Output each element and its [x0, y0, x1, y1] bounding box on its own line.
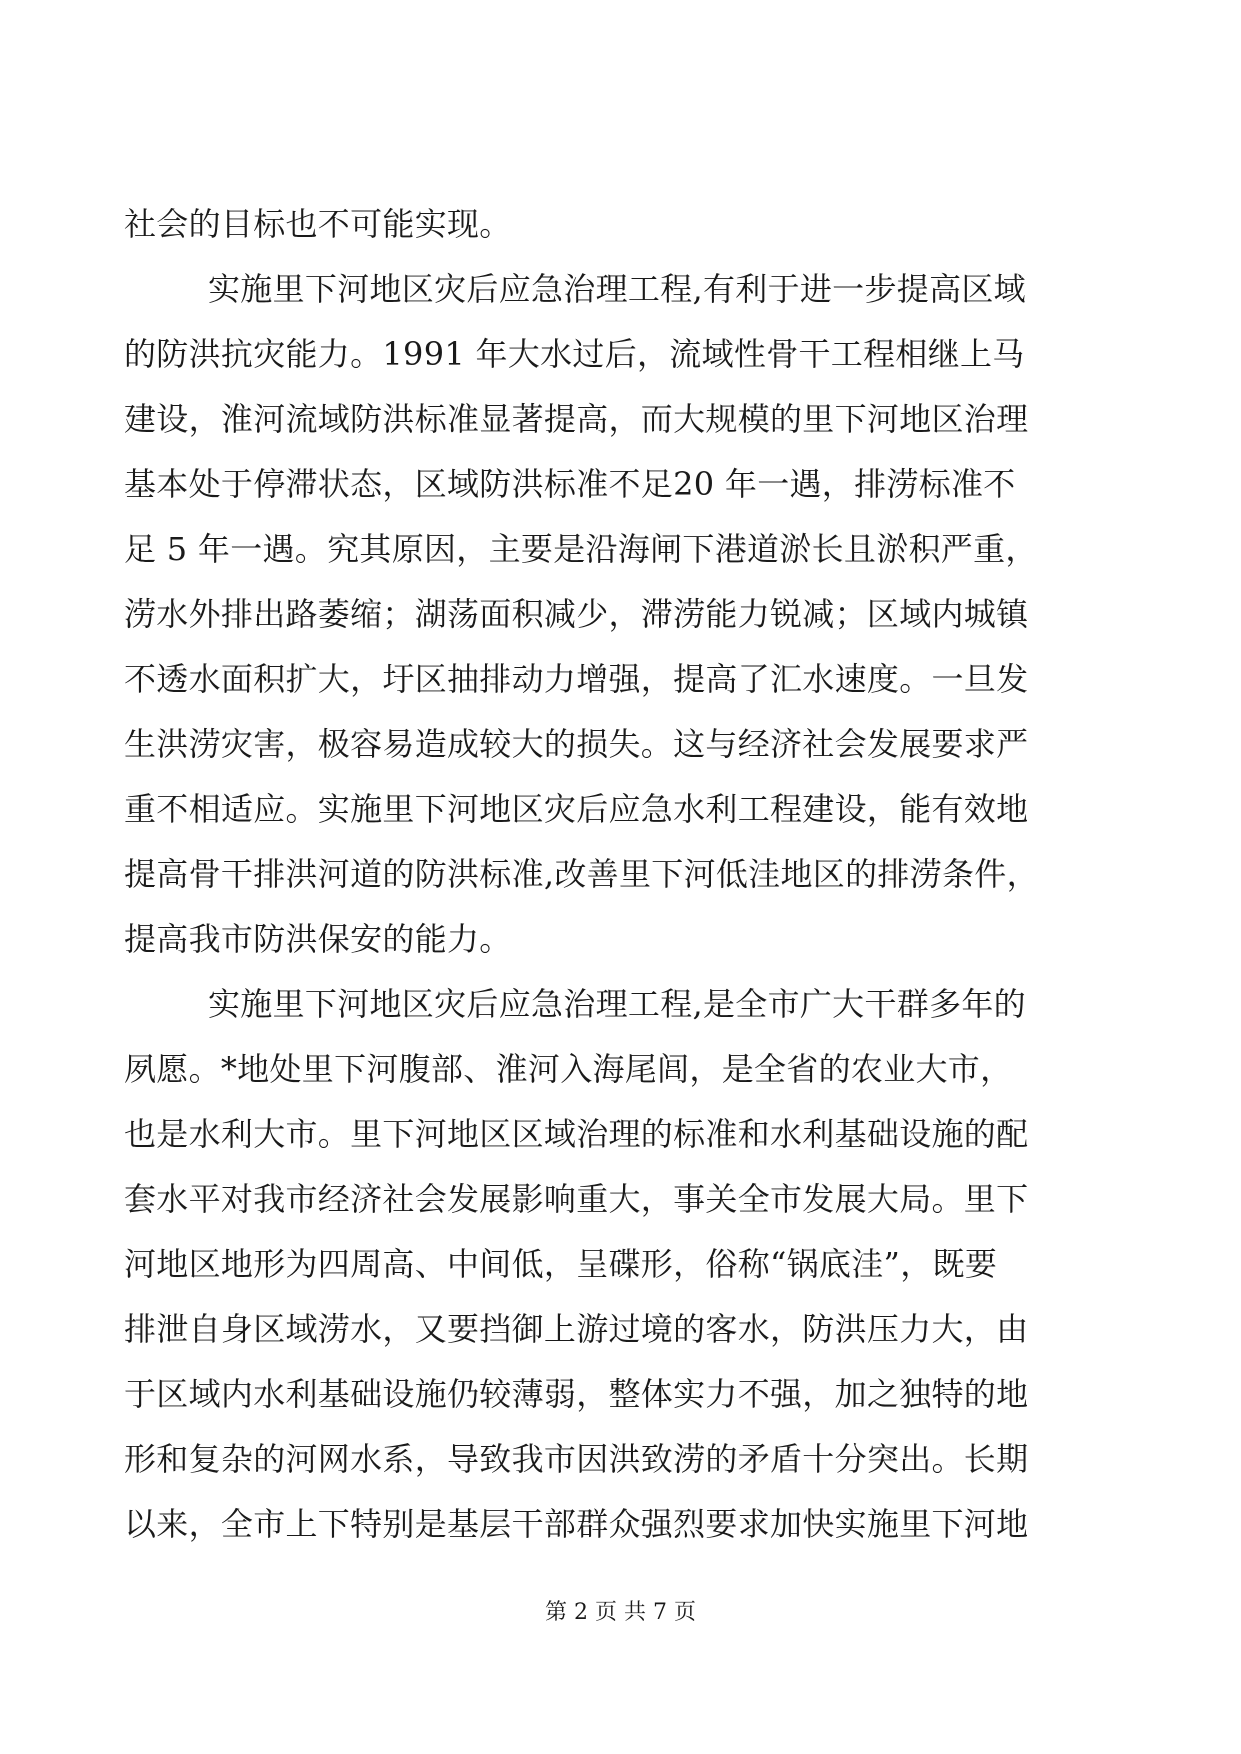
- text-line: 生洪涝灾害，极容易造成较大的损失。这与经济社会发展要求严: [124, 725, 1029, 763]
- text-line: 河地区地形为四周高、中间低，呈碟形，俗称“锅底洼”，既要: [124, 1245, 998, 1283]
- page-number: 第 2 页 共 7 页: [545, 1600, 696, 1625]
- text-line: 形和复杂的河网水系，导致我市因洪致涝的矛盾十分突出。长期: [124, 1440, 1029, 1478]
- text-line: 不透水面积扩大，圩区抽排动力增强，提高了汇水速度。一旦发: [124, 660, 1029, 698]
- text-line: 社会的目标也不可能实现。: [124, 205, 512, 243]
- text-line: 排泄自身区域涝水，又要挡御上游过境的客水，防洪压力大，由: [124, 1310, 1029, 1348]
- text-line: 实施里下河地区灾后应急治理工程,有利于进一步提高区域: [208, 270, 1026, 308]
- text-line: 涝水外排出路萎缩；湖荡面积减少，滞涝能力锐减；区域内城镇: [124, 595, 1029, 633]
- text-line: 提高骨干排洪河道的防洪标准,改善里下河低洼地区的排涝条件，: [124, 855, 1039, 893]
- text-line: 建设，淮河流域防洪标准显著提高，而大规模的里下河地区治理: [124, 400, 1029, 438]
- text-line: 重不相适应。实施里下河地区灾后应急水利工程建设，能有效地: [124, 790, 1029, 828]
- text-line: 以来，全市上下特别是基层干部群众强烈要求加快实施里下河地: [124, 1505, 1029, 1543]
- text-line: 基本处于停滞状态，区域防洪标准不足20 年一遇，排涝标准不: [124, 465, 1016, 503]
- text-line: 提高我市防洪保安的能力。: [124, 920, 512, 958]
- text-line: 也是水利大市。里下河地区区域治理的标准和水利基础设施的配: [124, 1115, 1029, 1153]
- text-line: 的防洪抗灾能力。1991 年大水过后，流域性骨干工程相继上马: [124, 335, 1025, 373]
- text-line: 足 5 年一遇。究其原因，主要是沿海闸下港道淤长且淤积严重，: [124, 530, 1038, 568]
- text-line: 夙愿。*地处里下河腹部、淮河入海尾闾，是全省的农业大市，: [124, 1050, 1013, 1088]
- text-line: 于区域内水利基础设施仍较薄弱，整体实力不强，加之独特的地: [124, 1375, 1029, 1413]
- text-line: 实施里下河地区灾后应急治理工程,是全市广大干群多年的: [208, 985, 1026, 1023]
- text-line: 套水平对我市经济社会发展影响重大，事关全市发展大局。里下: [124, 1180, 1029, 1218]
